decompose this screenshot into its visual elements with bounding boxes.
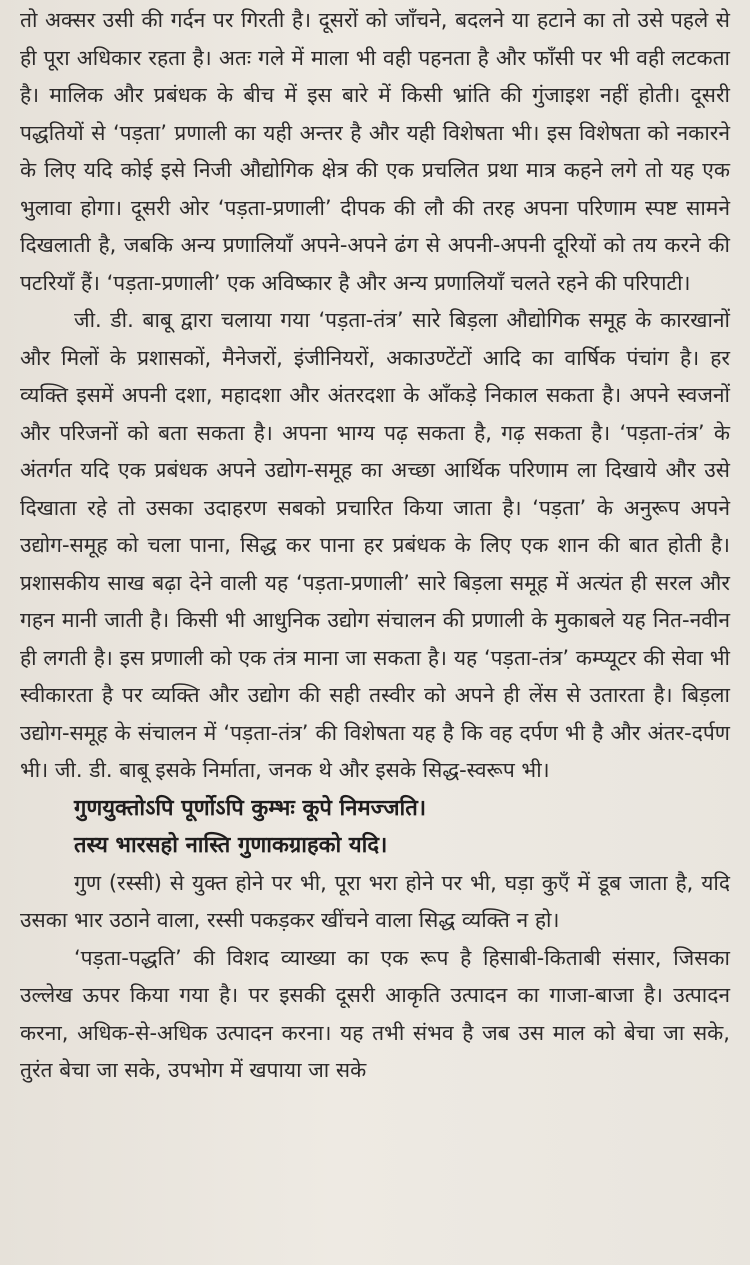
paragraph-continuation: तो अक्सर उसी की गर्दन पर गिरती है। दूसरों को जाँचने, बदलने या हटाने का तो उसे पहले से ही पूरा अधिकार रहता है। अतः गले में माला भी वही पहनता है और फाँसी पर भी वही लटकता है। मालिक और प्रबंधक के बीच में इस बारे में किसी भ्रांति की गुंजाइश नहीं होती। दूसरी पद्धतियों से ‘पड़ता’ प्रणाली का यही अन्तर है और यही विशेषता भी। इस विशेषता को नकारने के लिए यदि कोई इसे निजी औद्योगिक क्षेत्र की एक प्रचलित प्रथा मात्र कहने लगे तो यह एक भुलावा होगा। दूसरी ओर ‘पड़ता-प्रणाली’ दीपक की लौ की तरह अपना परिणाम स्पष्ट सामने दिखलाती है, जबकि अन्य प्रणालियाँ अपने-अपने ढंग से अपनी-अपनी दूरियों को तय करने की पटरियाँ हैं। ‘पड़ता-प्रणाली’ एक अविष्कार है और अन्य प्रणालियाँ चलते रहने की परिपाटी। <box>20 8 730 295</box>
paragraph-padta-tantra: जी. डी. बाबू द्वारा चलाया गया ‘पड़ता-तंत्र’ सारे बिड़ला औद्योगिक समूह के कारखानों और मिलों के प्रशासकों, मैनेजरों, इंजीनियरों, अकाउण्टेंटों आदि का वार्षिक पंचांग है। हर व्यक्ति इसमें अपनी दशा, महादशा और अंतरदशा के आँकड़े निकाल सकता है। अपने स्वजनों और परिजनों को बता सकता है। अपना भाग्य पढ़ सकता है, गढ़ सकता है। ‘पड़ता-तंत्र’ के अंतर्गत यदि एक प्रबंधक अपने उद्योग-समूह का अच्छा आर्थिक परिणाम ला दिखाये और उसे दिखाता रहे तो उसका उदाहरण सबको प्रचारित किया जाता है। ‘पड़ता’ के अनुरूप अपने उद्योग-समूह को चला पाना, सिद्ध कर पाना हर प्रबंधक के लिए एक शान की बात होती है। प्रशासकीय साख बढ़ा देने वाली यह ‘पड़ता-प्रणाली’ सारे बिड़ला समूह में अत्यंत ही सरल और गहन मानी जाती है। किसी भी आधुनिक उद्योग संचालन की प्रणाली के मुकाबले यह नित-नवीन ही लगती है। इस प्रणाली को एक तंत्र माना जा सकता है। यह ‘पड़ता-तंत्र’ कम्प्यूटर की सेवा भी स्वीकारता है पर व्यक्ति और उद्योग की सही तस्वीर को अपने ही लेंस से उतारता है। बिड़ला उद्योग-समूह के संचालन में ‘पड़ता-तंत्र’ की विशेषता यह है कि वह दर्पण भी है और अंतर-दर्पण भी। जी. डी. बाबू इसके निर्माता, जनक थे और इसके सिद्ध-स्वरूप भी। <box>20 308 730 782</box>
paragraph-verse-meaning: गुण (रस्सी) से युक्त होने पर भी, पूरा भरा होने पर भी, घड़ा कुएँ में डूब जाता है, यदि उसका भार उठाने वाला, रस्सी पकड़कर खींचने वाला सिद्ध व्यक्ति न हो। <box>20 870 730 932</box>
sanskrit-verse-line-1: गुणयुक्तोऽपि पूर्णोऽपि कुम्भः कूपे निमज्जति। <box>74 795 427 821</box>
sanskrit-verse-line-2: तस्य भारसहो नास्ति गुणाकग्राहको यदि। <box>74 833 388 858</box>
paragraph-padta-paddhati: ‘पड़ता-पद्धति’ की विशद व्याख्या का एक रूप है हिसाबी-किताबी संसार, जिसका उल्लेख ऊपर किया गया है। पर इसकी दूसरी आकृति उत्पादन का गाजा-बाजा है। उत्पादन करना, अधिक-से-अधिक उत्पादन करना। यह तभी संभव है जब उस माल को बेचा जा सके, तुरंत बेचा जा सके, उपभोग में खपाया जा सके <box>20 945 730 1082</box>
